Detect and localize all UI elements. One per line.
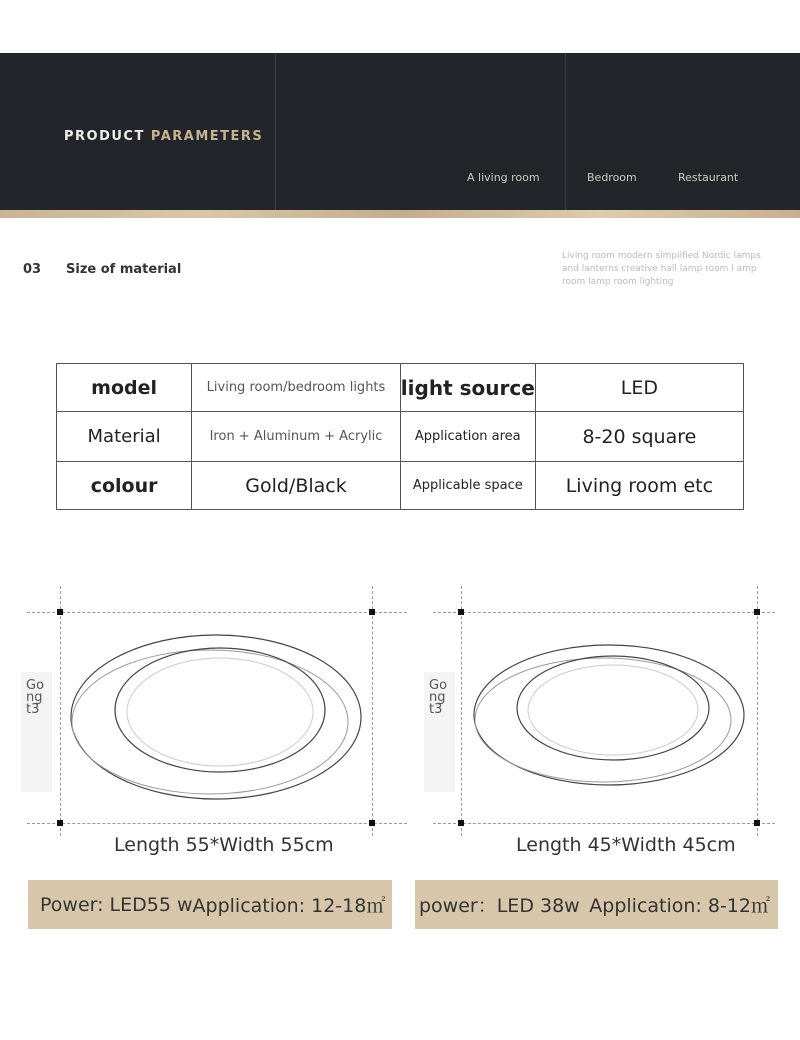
divider: [565, 53, 566, 210]
corner-marker: [458, 820, 464, 826]
dimension-line: [27, 823, 407, 824]
corner-marker: [57, 820, 63, 826]
table-cell: light source: [400, 364, 535, 412]
table-cell: Living room etc: [535, 462, 743, 510]
gold-strip: [0, 210, 800, 218]
divider: [275, 53, 276, 210]
table-cell: 8-20 square: [535, 412, 743, 462]
power-spec: power：LED 38w: [419, 895, 580, 917]
dimension-line: [433, 612, 775, 613]
application-spec: Application: 8-12㎡: [589, 895, 770, 917]
title-white: PRODUCT: [64, 129, 145, 144]
table-cell: colour: [57, 462, 192, 510]
table-cell: Living room/bedroom lights: [192, 364, 401, 412]
section-title: Size of material: [66, 262, 182, 277]
table-row: [57, 462, 744, 510]
table-cell: Iron + Aluminum + Acrylic: [192, 412, 401, 462]
table-cell: Application area: [400, 412, 535, 462]
nav-bedroom[interactable]: Bedroom: [587, 171, 637, 184]
lamp-illustration: [60, 630, 372, 805]
dimension-line: [27, 612, 407, 613]
title-gold: PARAMETERS: [150, 129, 264, 144]
table-cell: Applicable space: [400, 462, 535, 510]
size-caption: Length 55*Width 55cm: [114, 834, 334, 856]
nav-restaurant[interactable]: Restaurant: [678, 171, 739, 184]
table-cell: model: [57, 364, 192, 412]
spec-band: [28, 880, 392, 929]
section-number: 03: [23, 262, 42, 277]
lamp-illustration: [461, 640, 757, 795]
application-spec: Application: 12-18㎡: [192, 895, 386, 917]
page-title: [64, 129, 263, 144]
dimension-line: [372, 586, 373, 836]
nav-living-room[interactable]: A living room: [467, 171, 540, 184]
corner-marker: [458, 609, 464, 615]
power-spec: Power: LED55 w: [40, 893, 193, 916]
size-caption: Length 45*Width 45cm: [516, 834, 736, 856]
table-row: [57, 364, 744, 412]
table-cell: Material: [57, 412, 192, 462]
dimension-line: [433, 823, 775, 824]
parameters-table: [56, 363, 744, 510]
section-description: Living room modern simplified Nordic lamps and lanterns creative hall lamp room l amp room lamp room lighting: [562, 251, 761, 287]
table-row: [57, 412, 744, 462]
corner-marker: [369, 609, 375, 615]
product-label: Go ng t3: [21, 672, 52, 792]
corner-marker: [57, 609, 63, 615]
dimension-line: [757, 586, 758, 836]
corner-marker: [369, 820, 375, 826]
table-cell: Gold/Black: [192, 462, 401, 510]
spec-band: [415, 880, 778, 929]
product-label: Go ng t3: [424, 672, 455, 792]
corner-marker: [754, 609, 760, 615]
corner-marker: [754, 820, 760, 826]
table-cell: LED: [535, 364, 743, 412]
